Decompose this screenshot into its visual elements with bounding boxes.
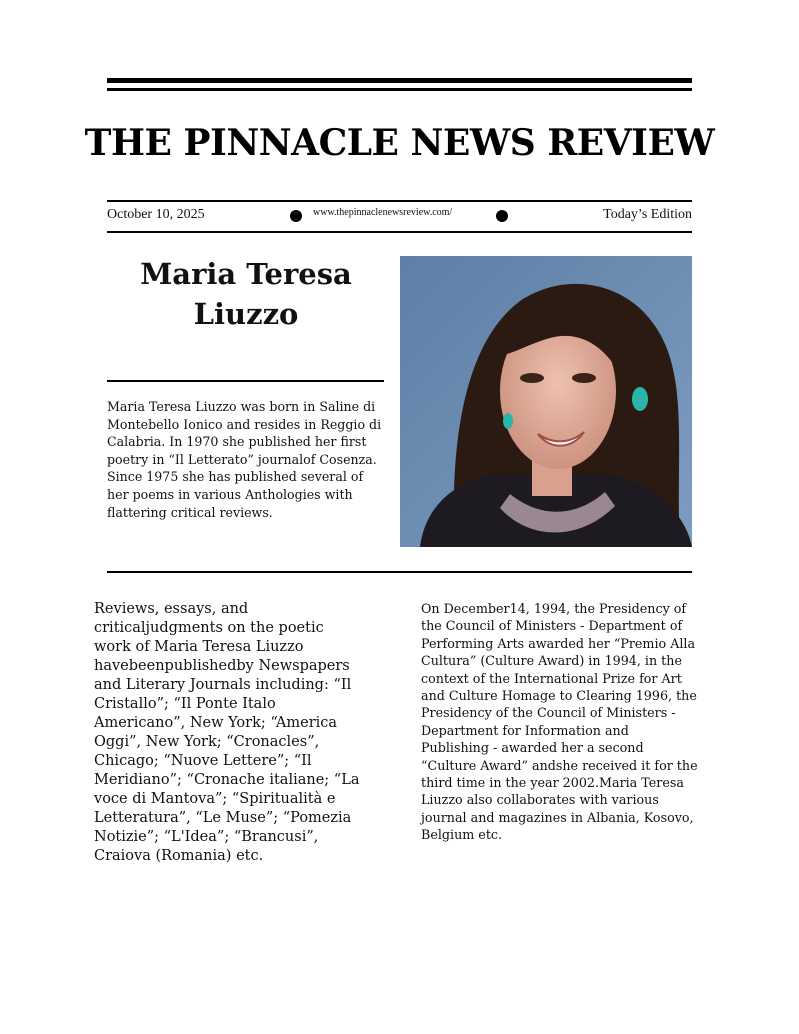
- article-intro: Maria Teresa Liuzzo was born in Saline di Montebello Ionico and resides in Reggio di Calabria. In 1970 she published her first poetry in “Il Letterato” journalof Cosenza. Since 1975 she has published several of her poems in various Anthologies with flattering critical reviews.: [107, 399, 382, 520]
- bullet-dot-right: [496, 210, 508, 222]
- website-url[interactable]: www.thepinnaclenewsreview.com/: [313, 207, 453, 218]
- masthead-rule-thin: [107, 88, 692, 91]
- issue-date: October 10, 2025: [107, 207, 205, 222]
- article-column-left: Reviews, essays, and criticaljudgments on the poetic work of Maria Teresa Liuzzo havebeenpublishedby Newspapers and Literary Journals including: “Il Cristallo”; “Il Ponte Italo Americano”, New York; “America Oggi”, New York; “Cronacles”, Chicago; “Nuove Lettere”; “Il Meridiano”; “Cronache italiane; “La voce di Mantova”; “Spiritualità e Letteratura”, “Le Muse”; “Pomezia Notizie”; “L'Idea”; “Brancusi”, Craiova (Romania) etc.: [94, 601, 360, 864]
- article-headline: Maria Teresa Liuzzo: [140, 257, 352, 331]
- masthead-title: THE PINNACLE NEWS REVIEW: [84, 122, 715, 164]
- portrait-photo: [400, 256, 692, 547]
- section-rule: [107, 571, 692, 573]
- bullet-dot-left: [290, 210, 302, 222]
- dateline-rule-bottom: [107, 231, 692, 233]
- edition-label: Today’s Edition: [603, 207, 692, 222]
- article-column-right: On December14, 1994, the Presidency of the Council of Ministers - Department of Performing Arts awarded her “Premio Alla Cultura” (Culture Award) in 1994, in the context of the International Prize for Art and Culture Homage to Clearing 1996, the Presidency of the Council of Ministers - Department for Information and Publishing - awarded her a second “Culture Award” andshe received it for the third time in the year 2002.Maria Teresa Liuzzo also collaborates with various journal and magazines in Albania, Kosovo, Belgium etc.: [421, 601, 698, 843]
- headline-rule: [107, 380, 384, 382]
- dateline-rule-top: [107, 200, 692, 202]
- masthead-rule-thick: [107, 78, 692, 83]
